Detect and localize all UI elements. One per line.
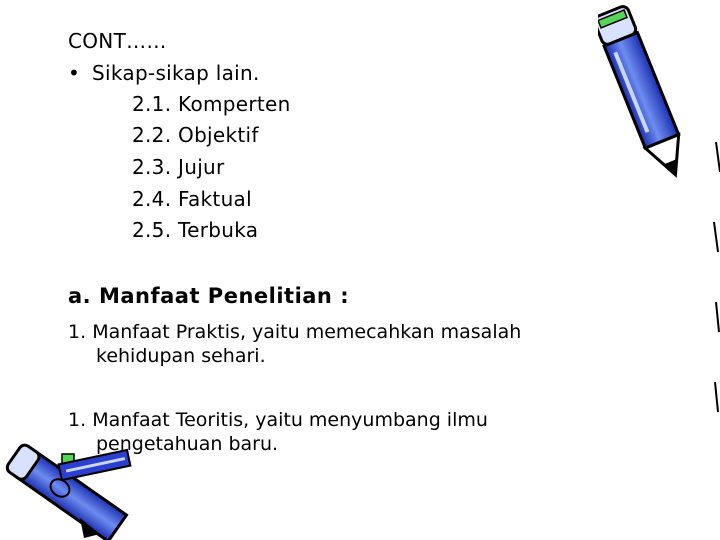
sub-item: 2.3. Jujur bbox=[132, 155, 225, 179]
section-heading: a. Manfaat Penelitian : bbox=[68, 284, 350, 308]
bullet-text: Sikap-sikap lain. bbox=[92, 61, 260, 85]
sub-item: 2.2. Objektif bbox=[132, 123, 259, 147]
paragraph-line: kehidupan sehari. bbox=[96, 345, 266, 367]
paragraph-text: Manfaat Praktis, yaitu memecahkan masalah bbox=[92, 321, 522, 343]
paragraph-number: 1. bbox=[68, 409, 87, 431]
bullet-item bbox=[68, 61, 260, 85]
sub-item: 2.5. Terbuka bbox=[132, 218, 259, 242]
bullet-marker: • bbox=[68, 61, 81, 85]
paragraph-line: pengetahuan baru. bbox=[96, 433, 279, 455]
sub-item: 2.4. Faktual bbox=[132, 187, 252, 211]
paragraph bbox=[68, 320, 521, 368]
paragraph-line bbox=[68, 408, 488, 432]
pen-icon bbox=[598, 2, 720, 540]
paragraph-text: Manfaat Teoritis, yaitu menyumbang ilmu bbox=[92, 409, 488, 431]
paragraph-number: 1. bbox=[68, 321, 87, 343]
paragraph-line bbox=[68, 320, 521, 344]
sub-item: 2.1. Komperten bbox=[132, 92, 291, 116]
paragraph bbox=[68, 408, 488, 456]
cont-label: CONT…… bbox=[68, 29, 167, 53]
